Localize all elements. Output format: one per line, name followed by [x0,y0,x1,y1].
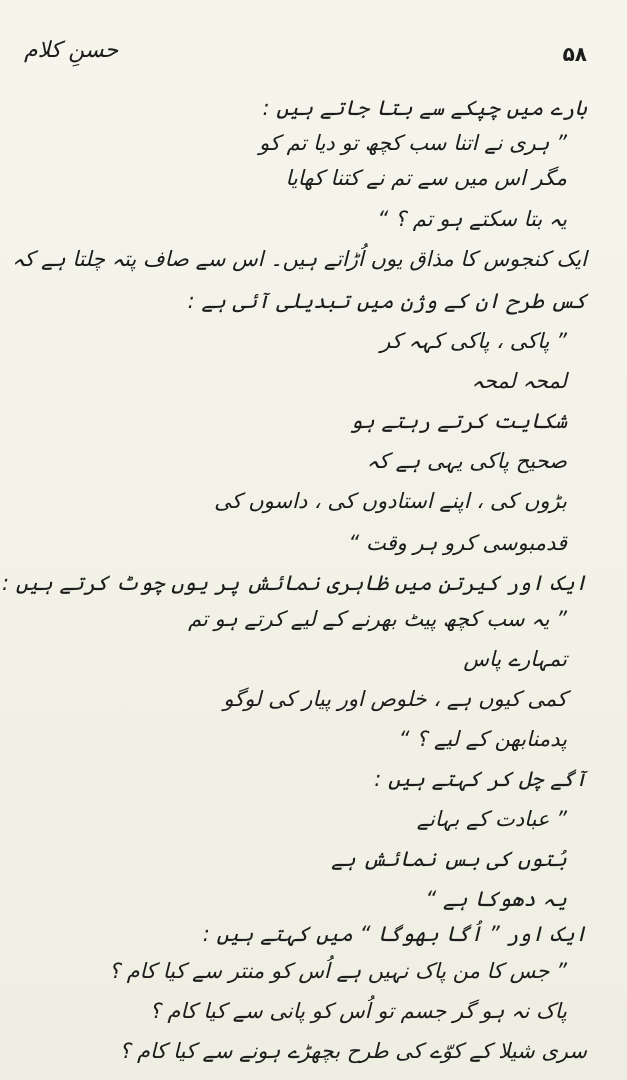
text-line: آگے چل کر کہتے ہیں : [374,767,587,791]
quote-line: صحیح پاکی یہی ہے کہ [366,449,567,473]
quote-line: تمہارے پاس [463,647,567,671]
quote-line: کمی کیوں ہے ، خلوص اور پیار کی لوگو [223,687,567,711]
text-line: ایک کنجوس کا مذاق یوں اُڑاتے ہیں۔ اس سے صاف پتہ چلتا ہے کہ [12,247,587,271]
quote-line: یہ دھوکا ہے “ [425,887,567,911]
quote-line: قدمبوسی کرو ہر وقت “ [348,531,567,555]
quote-line: شکایت کرتے رہتے ہو [350,409,567,433]
quote-line: لمحہ لمحہ [471,369,567,393]
quote-line: ” عبادت کے بہانے [416,807,567,831]
quote-line: بڑوں کی ، اپنے استادوں کی ، داسوں کی [214,489,567,513]
quote-line: ” یہ سب کچھ پیٹ بھرنے کے لیے کرتے ہو تم [188,607,567,631]
text-line: ایک اور ” اُگا بھوگا “ میں کہتے ہیں : [202,922,587,946]
text-line: بارے میں چپکے سے بتا جاتے ہیں : [262,96,587,120]
text-line: کس طرح ان کے وژن میں تبدیلی آئی ہے : [187,289,587,313]
quote-line: ” جس کا من پاک نہیں ہے اُس کو منتر سے کیا کام ؟ [108,959,567,983]
running-title: حسنِ کلام [24,38,119,63]
quote-line: پدمنابھن کے لیے ؟ “ [398,727,567,751]
quote-line: ” ہری نے اتنا سب کچھ تو دیا تم کو [259,131,567,155]
text-line: ایک اور کیرتن میں ظاہری نمائش پر یوں چوٹ کرتے ہیں : [2,571,587,595]
page-number: ۵۸ [562,42,587,66]
quote-line: یہ بتا سکتے ہو تم ؟ “ [377,207,567,231]
quote-line: بُتوں کی بس نمائش ہے [331,847,567,871]
quote-line: پاک نہ ہو گر جسم تو اُس کو پانی سے کیا کام ؟ [149,999,567,1023]
quote-line: سری شیلا کے کوّے کی طرح بچھڑے ہونے سے کیا کام ؟ [119,1039,587,1063]
quote-line: ” پاکی ، پاکی کہہ کر [380,329,567,353]
quote-line: مگر اس میں سے تم نے کتنا کھایا [285,166,567,190]
